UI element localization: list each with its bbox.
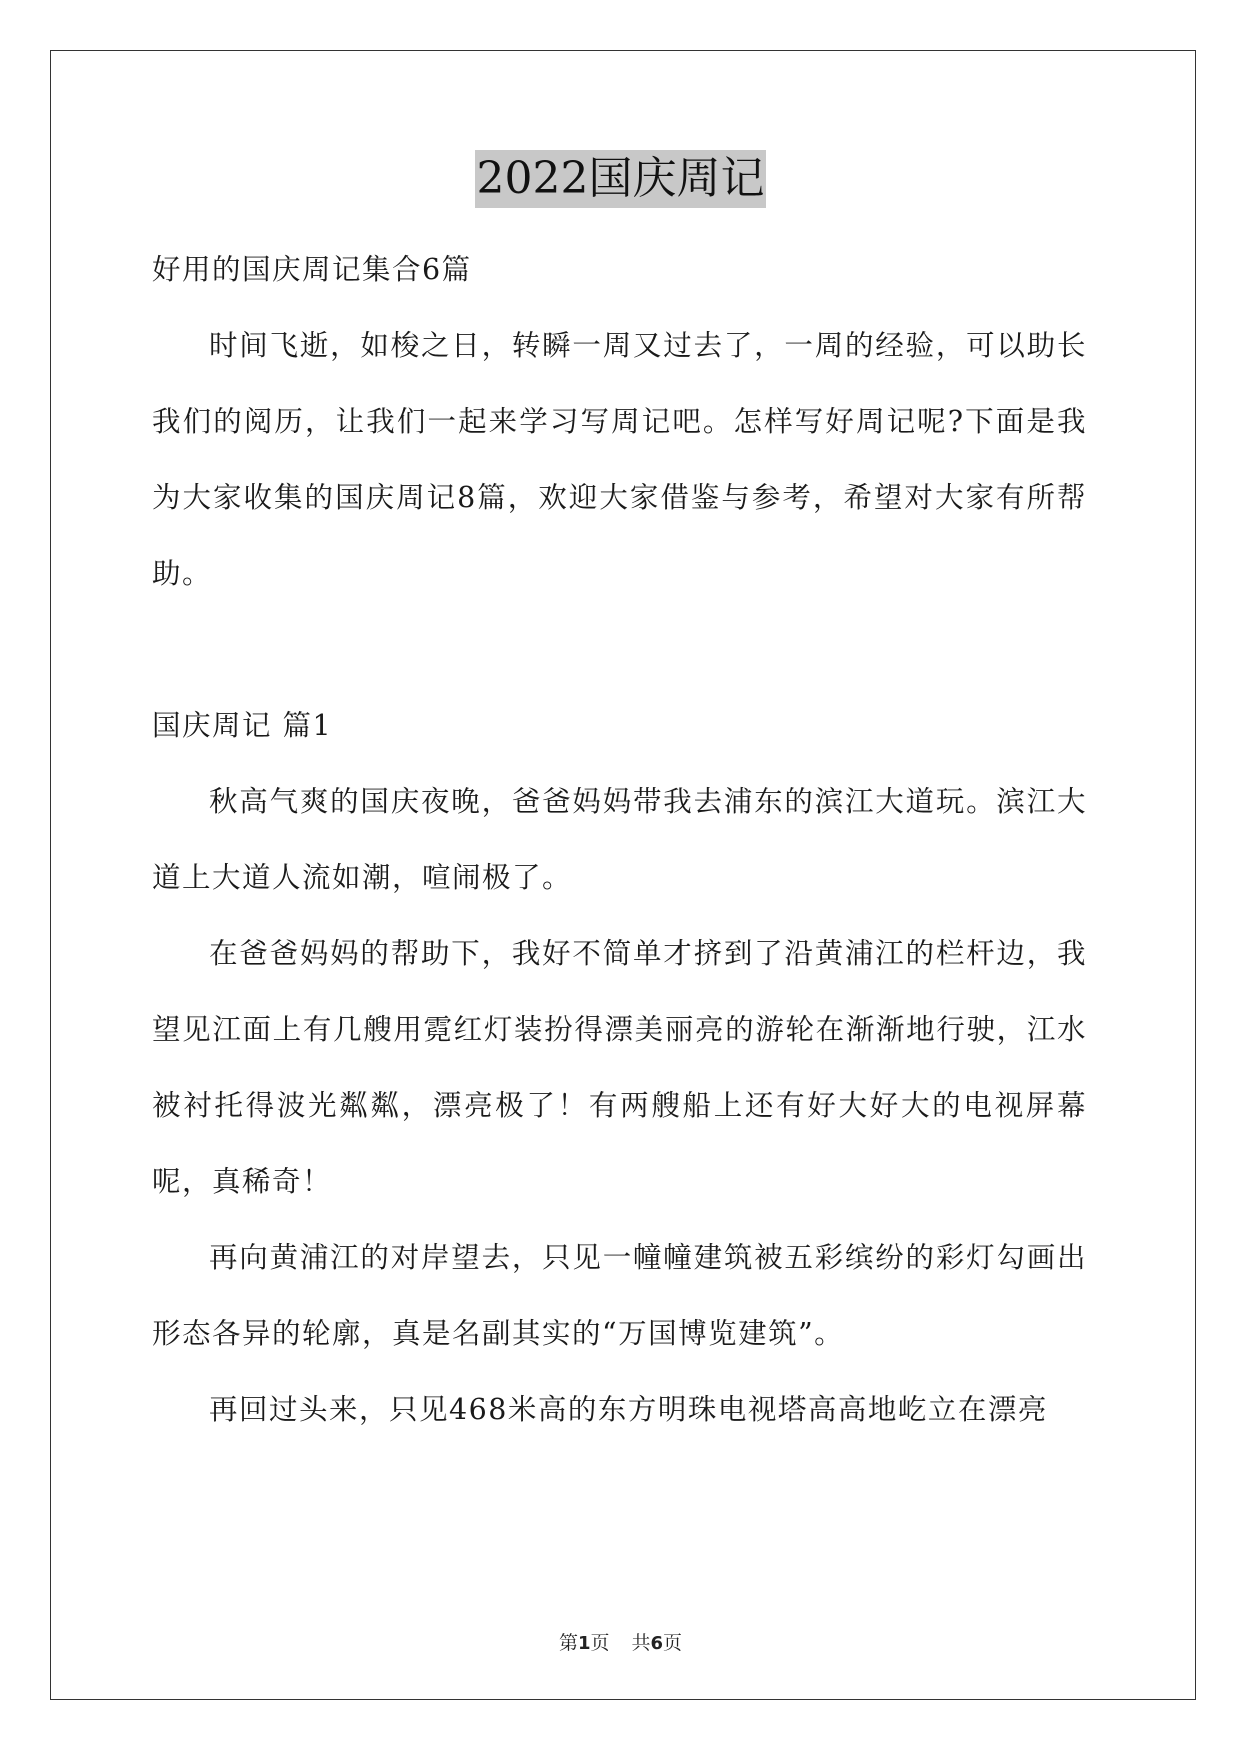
- page-current: 1: [577, 1633, 591, 1654]
- total-suffix: 页: [663, 1632, 683, 1654]
- page-total: 6: [650, 1633, 664, 1654]
- section-heading: 国庆周记 篇1: [152, 709, 333, 742]
- title-wrap: [0, 150, 1241, 208]
- page-footer: [0, 1628, 1241, 1655]
- body-paragraph-1: 秋高气爽的国庆夜晚，爸爸妈妈带我去浦东的滨江大道玩。滨江大道上大道人流如潮，喧闹极了。: [152, 785, 1087, 894]
- document-body: [152, 232, 1087, 1448]
- page-prefix: 第: [558, 1632, 578, 1654]
- page-suffix: 页: [590, 1632, 610, 1654]
- section-spacer: [152, 612, 1087, 688]
- document-title: 2022国庆周记: [475, 150, 767, 208]
- document-subtitle: 好用的国庆周记集合6篇: [152, 253, 472, 286]
- body-paragraph-3: 再向黄浦江的对岸望去，只见一幢幢建筑被五彩缤纷的彩灯勾画出形态各异的轮廓，真是名副其实的“万国博览建筑”。: [152, 1241, 1087, 1350]
- body-paragraph-4: 再回过头来，只见468米高的东方明珠电视塔高高地屹立在漂亮: [209, 1393, 1048, 1426]
- body-paragraph-2: 在爸爸妈妈的帮助下，我好不简单才挤到了沿黄浦江的栏杆边，我望见江面上有几艘用霓红灯装扮得漂美丽亮的游轮在渐渐地行驶，江水被衬托得波光粼粼，漂亮极了！有两艘船上还有好大好大的电视屏幕呢，真稀奇！: [152, 937, 1087, 1198]
- total-prefix: 共: [631, 1632, 651, 1654]
- intro-paragraph: 时间飞逝，如梭之日，转瞬一周又过去了，一周的经验，可以助长我们的阅历，让我们一起来学习写周记吧。怎样写好周记呢?下面是我为大家收集的国庆周记8篇，欢迎大家借鉴与参考，希望对大家有所帮助。: [152, 329, 1087, 590]
